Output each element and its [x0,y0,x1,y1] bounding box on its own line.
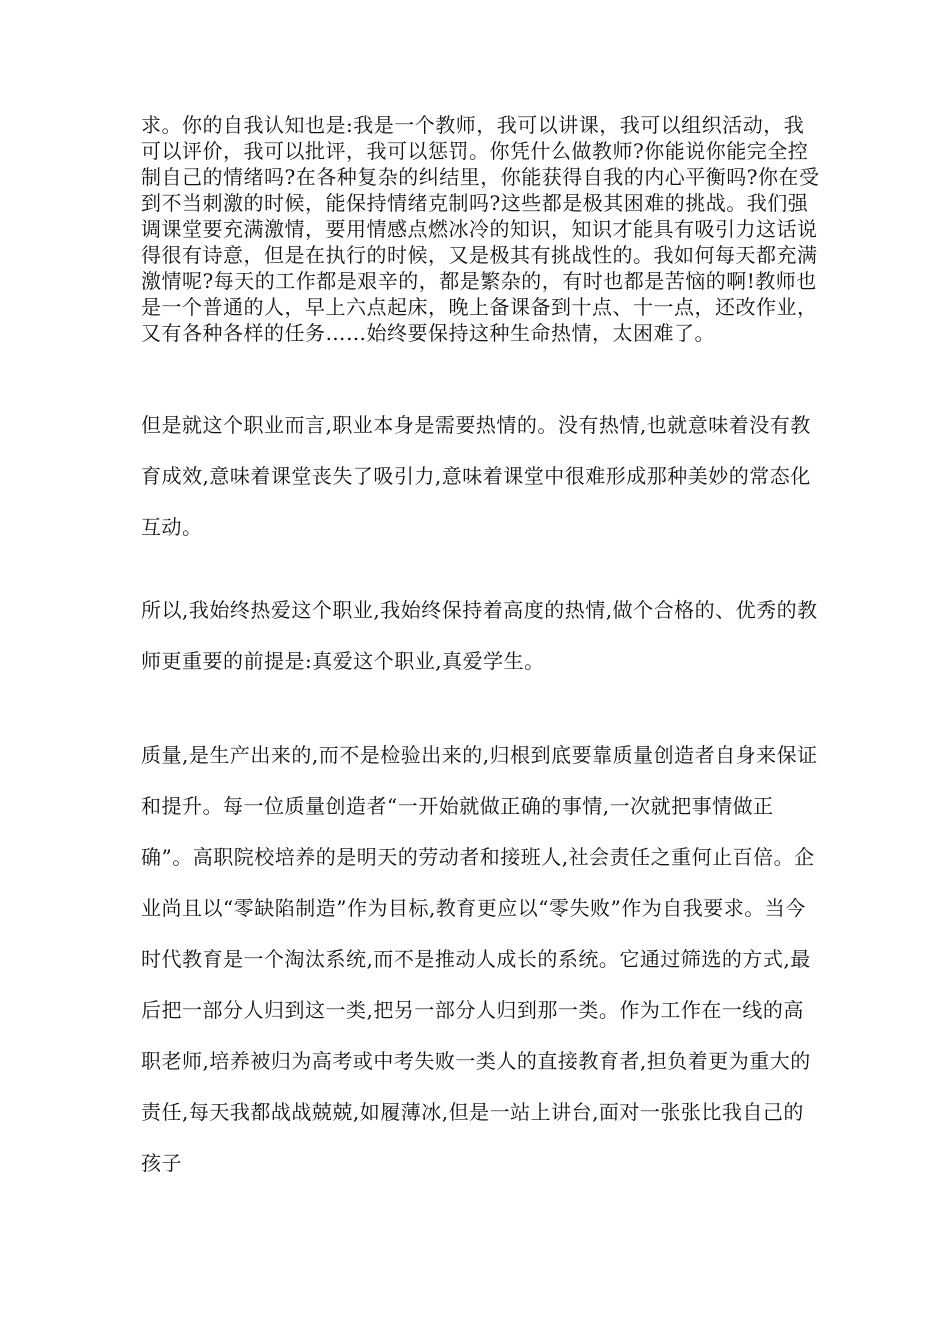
paragraph-teacher-self-awareness: 求。你的自我认知也是:我是一个教师，我可以讲课，我可以组织活动，我可以评价，我可以批评，我可以惩罚。你凭什么做教师?你能说你能完全控制自己的情绪吗?在各种复杂的纠结里，你能获得自我的内心平衡吗?你在受到不当刺激的时候，能保持情绪克制吗?这些都是极其困难的挑战。我们强调课堂要充满激情，要用情感点燃冰冷的知识，知识才能具有吸引力这话说得很有诗意，但是在执行的时候，又是极其有挑战性的。我如何每天都充满激情呢?每天的工作都是艰辛的，都是繁杂的，有时也都是苦恼的啊!教师也是一个普通的人，早上六点起床，晚上备课备到十点、十一点，还改作业，又有各种各样的任务……始终要保持这种生命热情，太困难了。 [141,113,820,345]
paragraph-profession-needs-passion: 但是就这个职业而言,职业本身是需要热情的。没有热情,也就意味着没有教育成效,意味着课堂丧失了吸引力,意味着课堂中很难形成那种美妙的常态化互动。 [141,413,811,539]
paragraph-quality-creation: 质量,是生产出来的,而不是检验出来的,归根到底要靠质量创造者自身来保证和提升。每一位质量创造者“一开始就做正确的事情,一次就把事情做正确”。高职院校培养的是明天的劳动者和接班人,社会责任之重何止百倍。企业尚且以“零缺陷制造”作为目标,教育更应以“零失败”作为自我要求。当今时代教育是一个淘汰系统,而不是推动人成长的系统。它通过筛选的方式,最后把一部分人归到这一类,把另一部分人归到那一类。作为工作在一线的高职老师,培养被归为高考或中考失败一类人的直接教育者,担负着更为重大的责任,每天我都战战兢兢,如履薄冰,但是一站上讲台,面对一张张比我自己的孩子 [141,743,818,1175]
paragraph-love-profession: 所以,我始终热爱这个职业,我始终保持着高度的热情,做个合格的、优秀的教师更重要的前提是:真爱这个职业,真爱学生。 [141,598,818,673]
